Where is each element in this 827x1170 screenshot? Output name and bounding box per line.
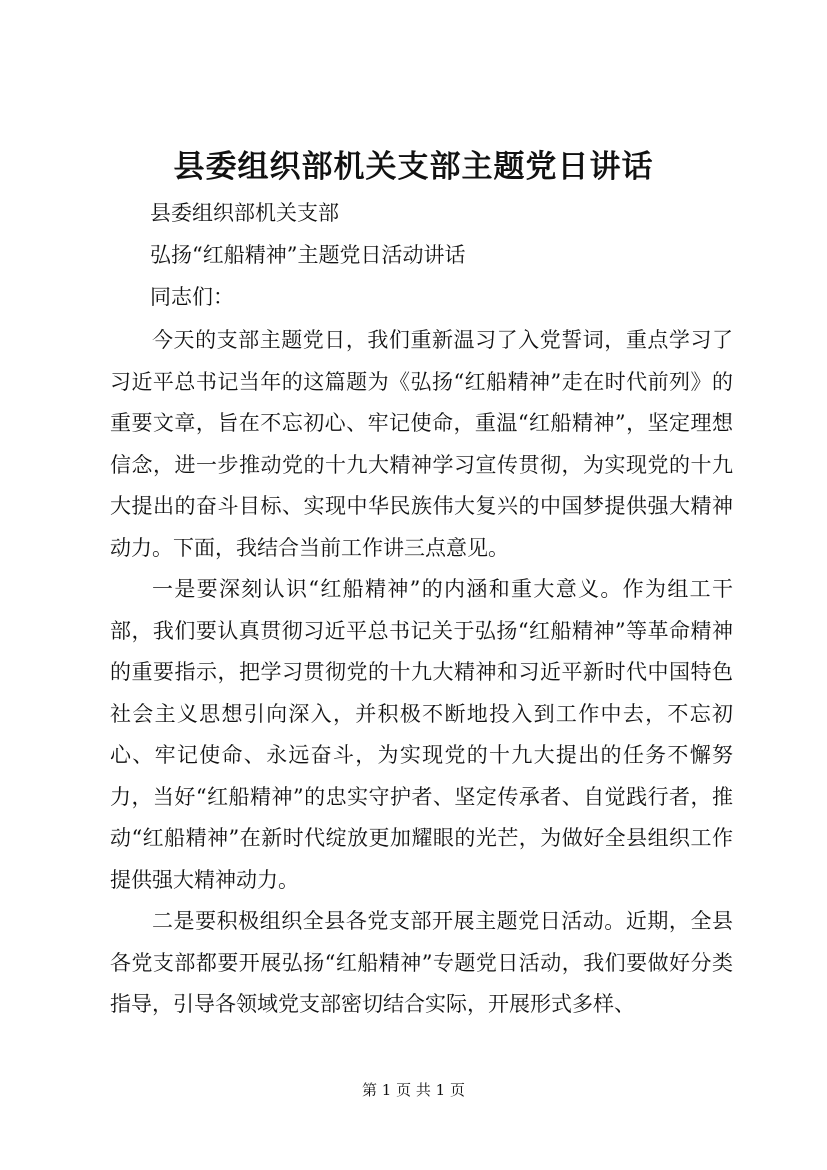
page-footer: 第 1 页 共 1 页 (362, 1081, 465, 1099)
subtitle-line: 弘扬“红船精神”主题党日活动讲话 (150, 243, 466, 267)
document-body (110, 320, 733, 1026)
paragraph-point-two: 二是要积极组织全县各党支部开展主题党日活动。近期，全县各党支部都要开展弘扬“红船精神”专题党日活动，我们要做好分类指导，引导各领域党支部密切结合实际，开展形式多样、 (110, 909, 733, 1016)
paragraph-intro: 今天的支部主题党日，我们重新温习了入党誓词，重点学习了习近平总书记当年的这篇题为《弘扬“红船精神”走在时代前列》的重要文章，旨在不忘初心、牢记使命，重温“红船精神”，坚定理想信念，进一步推动党的十九大精神学习宣传贯彻，为实现党的十九大提出的奋斗目标、实现中华民族伟大复兴的中国梦提供强大精神动力。下面，我结合当前工作讲三点意见。 (110, 328, 733, 560)
document-title: 县委组织部机关支部主题党日讲话 (173, 149, 654, 185)
org-line: 县委组织部机关支部 (150, 201, 339, 225)
paragraph-point-one: 一是要深刻认识“红船精神”的内涵和重大意义。作为组工干部，我们要认真贯彻习近平总书记关于弘扬“红船精神”等革命精神的重要指示，把学习贯彻党的十九大精神和习近平新时代中国特色社会主义思想引向深入，并积极不断地投入到工作中去，不忘初心、牢记使命、永远奋斗，为实现党的十九大提出的任务不懈努力，当好“红船精神”的忠实守护者、坚定传承者、自觉践行者，推动“红船精神”在新时代绽放更加耀眼的光芒，为做好全县组织工作提供强大精神动力。 (110, 577, 733, 892)
salutation: 同志们： (150, 285, 234, 309)
